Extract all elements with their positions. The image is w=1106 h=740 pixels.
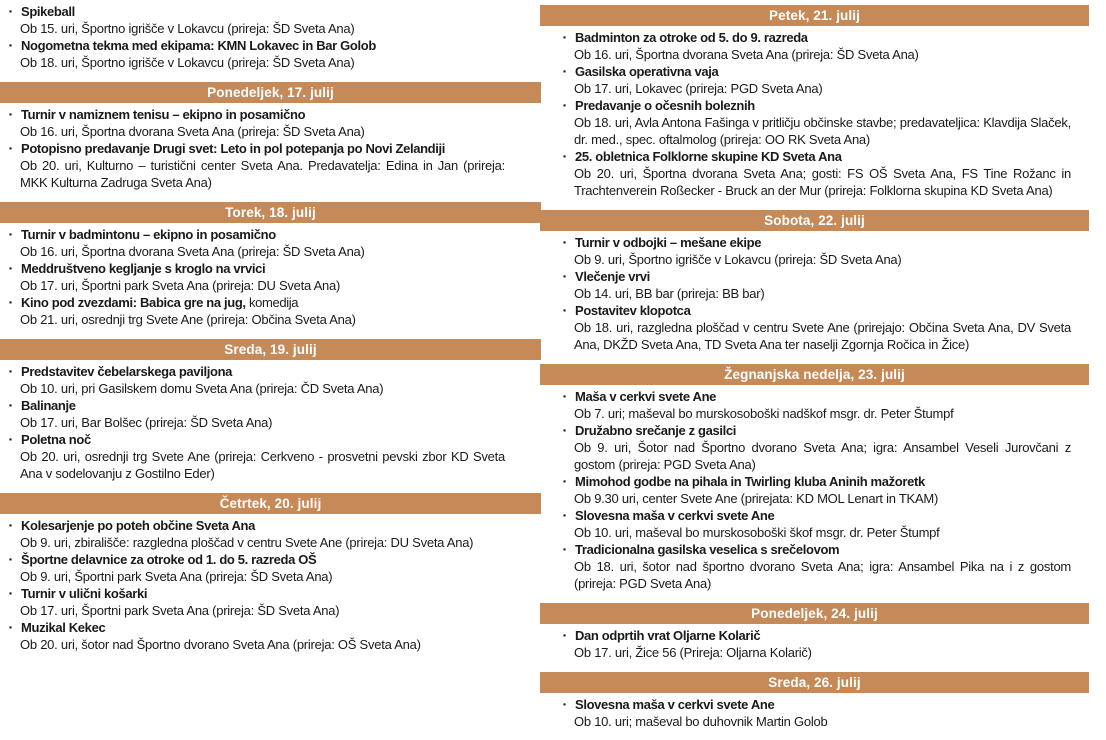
event-title-line xyxy=(8,551,505,568)
event xyxy=(562,268,1071,302)
event-detail: Ob 17. uri, Lokavec (prireja: PGD Sveta Ana) xyxy=(574,81,823,96)
event xyxy=(8,363,505,397)
bullet-icon: ▪ xyxy=(9,229,13,239)
event xyxy=(562,29,1071,63)
event-title: Kino pod zvezdami: Babica gre na jug, xyxy=(21,295,246,310)
day-header: Torek, 18. julij xyxy=(0,202,541,223)
bullet-icon: ▪ xyxy=(9,520,13,530)
event-list xyxy=(0,226,541,328)
bullet-icon: ▪ xyxy=(9,588,13,598)
event xyxy=(8,397,505,431)
bullet-icon: ▪ xyxy=(9,554,13,564)
event-title: Gasilska operativna vaja xyxy=(575,64,719,79)
bullet-icon: ▪ xyxy=(563,271,567,281)
bullet-icon: ▪ xyxy=(563,699,567,709)
event-title-line xyxy=(8,363,505,380)
event-detail: Ob 17. uri, Športni park Sveta Ana (prireja: ŠD Sveta Ana) xyxy=(20,603,340,618)
event-detail: Ob 20. uri, Kulturno – turistični center Sveta Ana. Predavatelja: Edina in Jan (prireja: MKK Kulturna Zadruga Sveta Ana) xyxy=(20,158,505,190)
event-title-line xyxy=(562,97,1071,114)
event-detail: Ob 9. uri, Športno igrišče v Lokavcu (prireja: ŠD Sveta Ana) xyxy=(574,252,902,267)
event-title: Dan odprtih vrat Oljarne Kolarič xyxy=(575,628,761,643)
event-list xyxy=(0,106,541,191)
event-detail: Ob 10. uri, pri Gasilskem domu Sveta Ana (prireja: ČD Sveta Ana) xyxy=(20,381,384,396)
event-title: Športne delavnice za otroke od 1. do 5. razreda OŠ xyxy=(21,552,317,567)
bullet-icon: ▪ xyxy=(9,434,13,444)
bullet-icon: ▪ xyxy=(563,100,567,110)
day-section xyxy=(540,672,1089,730)
bullet-icon: ▪ xyxy=(9,109,13,119)
bullet-icon: ▪ xyxy=(563,630,567,640)
event-title: Turnir v ulični košarki xyxy=(21,586,148,601)
event-title: Badminton za otroke od 5. do 9. razreda xyxy=(575,30,808,45)
event-title-line xyxy=(562,627,1071,644)
event-detail: Ob 9. uri, zbirališče: razgledna ploščad v centru Svete Ane (prireja: DU Sveta Ana) xyxy=(20,535,474,550)
event-list xyxy=(540,234,1089,353)
bullet-icon: ▪ xyxy=(563,32,567,42)
event xyxy=(562,507,1071,541)
event-title-line xyxy=(8,585,505,602)
bullet-icon: ▪ xyxy=(563,544,567,554)
event-title: Turnir v namiznem tenisu – ekipno in posamično xyxy=(21,107,306,122)
bullet-icon: ▪ xyxy=(563,510,567,520)
event xyxy=(8,3,505,37)
event-title-line xyxy=(8,226,505,243)
column-right xyxy=(540,0,1089,730)
event-title-line xyxy=(562,541,1071,558)
event xyxy=(562,696,1071,730)
bullet-icon: ▪ xyxy=(563,391,567,401)
event-list xyxy=(540,696,1089,730)
day-header: Ponedeljek, 17. julij xyxy=(0,82,541,103)
event-title: Poletna noč xyxy=(21,432,91,447)
event xyxy=(562,422,1071,473)
event xyxy=(8,106,505,140)
event xyxy=(8,140,505,191)
event-detail: Ob 18. uri, razgledna ploščad v centru Svete Ane (prirejajo: Občina Sveta Ana, DV Sveta Ana, DKŽD Sveta Ana, TD Sveta Ana ter naselji Zgornja Ročica in Žice) xyxy=(574,320,1071,352)
day-section xyxy=(0,3,541,71)
event-title-line xyxy=(8,37,505,54)
event-title: Predstavitev čebelarskega paviljona xyxy=(21,364,233,379)
day-section xyxy=(0,202,541,328)
event-title-suffix: komedija xyxy=(245,295,299,310)
event xyxy=(562,388,1071,422)
event xyxy=(8,37,505,71)
event xyxy=(8,517,505,551)
day-section xyxy=(0,339,541,482)
event xyxy=(562,302,1071,353)
day-header: Petek, 21. julij xyxy=(540,5,1089,26)
bullet-icon: ▪ xyxy=(563,425,567,435)
event-list xyxy=(540,388,1089,592)
event-title: Potopisno predavanje Drugi svet: Leto in pol potepanja po Novi Zelandiji xyxy=(21,141,446,156)
event-title-line xyxy=(8,3,505,20)
event-detail: Ob 16. uri, Športna dvorana Sveta Ana (prireja: ŠD Sveta Ana) xyxy=(574,47,919,62)
bullet-icon: ▪ xyxy=(563,476,567,486)
event-detail: Ob 20. uri, Športna dvorana Sveta Ana; gosti: FS OŠ Sveta Ana, FS Tine Rožanc in Trachtenverein Roßecker - Bruck an der Mur (prireja: Folklorna skupina KD Sveta Ana) xyxy=(574,166,1071,198)
column-left xyxy=(0,0,541,653)
event-title-line xyxy=(562,268,1071,285)
event-title-line xyxy=(562,696,1071,713)
event-list xyxy=(0,3,541,71)
event-title: 25. obletnica Folklorne skupine KD Sveta Ana xyxy=(575,149,842,164)
event-title-line xyxy=(562,473,1071,490)
event-title-line xyxy=(562,148,1071,165)
event-title-line xyxy=(562,63,1071,80)
event-title: Spikeball xyxy=(21,4,75,19)
event-detail: Ob 15. uri, Športno igrišče v Lokavcu (prireja: ŠD Sveta Ana) xyxy=(20,21,355,36)
event-title-line xyxy=(8,397,505,414)
event-title: Turnir v odbojki – mešane ekipe xyxy=(575,235,762,250)
event xyxy=(8,226,505,260)
event xyxy=(8,260,505,294)
event-title: Kolesarjenje po poteh občine Sveta Ana xyxy=(21,518,255,533)
event-title: Postavitev klopotca xyxy=(575,303,691,318)
event-title-line xyxy=(562,422,1071,439)
event-detail: Ob 7. uri; maševal bo murskosoboški nadškof msgr. dr. Peter Štumpf xyxy=(574,406,954,421)
event-detail: Ob 20. uri, šotor nad Športno dvorano Sveta Ana (prireja: OŠ Sveta Ana) xyxy=(20,637,421,652)
event-title: Družabno srečanje z gasilci xyxy=(575,423,737,438)
event-detail: Ob 18. uri, Avla Antona Fašinga v pritličju občinske stavbe; predavateljica: Klavdija Slaček, dr. med., spec. oftalmolog (prireja: OO RK Sveta Ana) xyxy=(574,115,1071,147)
day-section xyxy=(0,82,541,191)
event-title-line xyxy=(562,302,1071,319)
event-detail: Ob 14. uri, BB bar (prireja: BB bar) xyxy=(574,286,765,301)
event-title: Tradicionalna gasilska veselica s srečelovom xyxy=(575,542,840,557)
event-title: Maša v cerkvi svete Ane xyxy=(575,389,717,404)
bullet-icon: ▪ xyxy=(563,151,567,161)
event-title: Muzikal Kekec xyxy=(21,620,106,635)
event-detail: Ob 9.30 uri, center Svete Ane (prirejata: KD MOL Lenart in TKAM) xyxy=(574,491,939,506)
event-detail: Ob 17. uri, Žice 56 (Prireja: Oljarna Kolarič) xyxy=(574,645,812,660)
event-list xyxy=(540,627,1089,661)
event-title: Slovesna maša v cerkvi svete Ane xyxy=(575,697,775,712)
bullet-icon: ▪ xyxy=(9,297,13,307)
day-section xyxy=(540,210,1089,353)
event-title-line xyxy=(562,507,1071,524)
event-title-line xyxy=(8,431,505,448)
day-header: Sreda, 26. julij xyxy=(540,672,1089,693)
event-title-line xyxy=(562,234,1071,251)
event-title-line xyxy=(8,140,505,157)
event-title: Predavanje o očesnih boleznih xyxy=(575,98,755,113)
event xyxy=(562,541,1071,592)
event-title-line xyxy=(8,106,505,123)
day-section xyxy=(540,364,1089,592)
day-header: Žegnanjska nedelja, 23. julij xyxy=(540,364,1089,385)
event-title-line xyxy=(562,29,1071,46)
event-title-line xyxy=(8,517,505,534)
event-detail: Ob 16. uri, Športna dvorana Sveta Ana (prireja: ŠD Sveta Ana) xyxy=(20,124,365,139)
event-detail: Ob 17. uri, Športni park Sveta Ana (prireja: DU Sveta Ana) xyxy=(20,278,341,293)
event-title-line xyxy=(562,388,1071,405)
day-section xyxy=(540,5,1089,199)
event xyxy=(8,619,505,653)
event xyxy=(8,551,505,585)
event-list xyxy=(540,29,1089,199)
event-detail: Ob 9. uri, Šotor nad Športno dvorano Sveta Ana; igra: Ansambel Veseli Jurovčani z gostom (prireja: PGD Sveta Ana) xyxy=(574,440,1071,472)
bullet-icon: ▪ xyxy=(9,143,13,153)
day-section xyxy=(0,493,541,653)
event-title: Turnir v badmintonu – ekipno in posamično xyxy=(21,227,276,242)
event-title: Meddruštveno kegljanje s kroglo na vrvici xyxy=(21,261,266,276)
day-section xyxy=(540,603,1089,661)
event-title-line xyxy=(8,619,505,636)
bullet-icon: ▪ xyxy=(9,622,13,632)
event xyxy=(8,431,505,482)
bullet-icon: ▪ xyxy=(563,66,567,76)
bullet-icon: ▪ xyxy=(9,366,13,376)
event-title: Balinanje xyxy=(21,398,76,413)
event-detail: Ob 18. uri, Športno igrišče v Lokavcu (prireja: ŠD Sveta Ana) xyxy=(20,55,355,70)
event-detail: Ob 21. uri, osrednji trg Svete Ane (prireja: Občina Sveta Ana) xyxy=(20,312,356,327)
event xyxy=(562,627,1071,661)
event-detail: Ob 10. uri; maševal bo duhovnik Martin Golob xyxy=(574,714,828,729)
event xyxy=(562,473,1071,507)
day-header: Sobota, 22. julij xyxy=(540,210,1089,231)
day-header: Ponedeljek, 24. julij xyxy=(540,603,1089,624)
bullet-icon: ▪ xyxy=(9,400,13,410)
event xyxy=(562,97,1071,148)
event-title: Nogometna tekma med ekipama: KMN Lokavec in Bar Golob xyxy=(21,38,376,53)
event-detail: Ob 16. uri, Športna dvorana Sveta Ana (prireja: ŠD Sveta Ana) xyxy=(20,244,365,259)
bullet-icon: ▪ xyxy=(9,40,13,50)
event-title: Vlečenje vrvi xyxy=(575,269,650,284)
bullet-icon: ▪ xyxy=(563,237,567,247)
event-detail: Ob 18. uri, šotor nad športno dvorano Sveta Ana; igra: Ansambel Pika na i z gostom (prireja: PGD Sveta Ana) xyxy=(574,559,1071,591)
event xyxy=(562,63,1071,97)
event xyxy=(562,234,1071,268)
day-header: Četrtek, 20. julij xyxy=(0,493,541,514)
day-header: Sreda, 19. julij xyxy=(0,339,541,360)
event-list xyxy=(0,363,541,482)
event-title-line xyxy=(8,294,505,311)
event xyxy=(562,148,1071,199)
event-detail: Ob 9. uri, Športni park Sveta Ana (prireja: ŠD Sveta Ana) xyxy=(20,569,333,584)
event-title: Slovesna maša v cerkvi svete Ane xyxy=(575,508,775,523)
event-title: Mimohod godbe na pihala in Twirling kluba Aninih mažoretk xyxy=(575,474,925,489)
event-detail: Ob 20. uri, osrednji trg Svete Ane (prireja: Cerkveno - prosvetni pevski zbor KD Sveta Ana v sodelovanju z Gostilno Eder) xyxy=(20,449,505,481)
event-detail: Ob 17. uri, Bar Bolšec (prireja: ŠD Sveta Ana) xyxy=(20,415,273,430)
event-list xyxy=(0,517,541,653)
event-title-line xyxy=(8,260,505,277)
bullet-icon: ▪ xyxy=(9,6,13,16)
event-detail: Ob 10. uri, maševal bo murskosoboški škof msgr. dr. Peter Štumpf xyxy=(574,525,940,540)
bullet-icon: ▪ xyxy=(563,305,567,315)
event xyxy=(8,585,505,619)
bullet-icon: ▪ xyxy=(9,263,13,273)
event xyxy=(8,294,505,328)
